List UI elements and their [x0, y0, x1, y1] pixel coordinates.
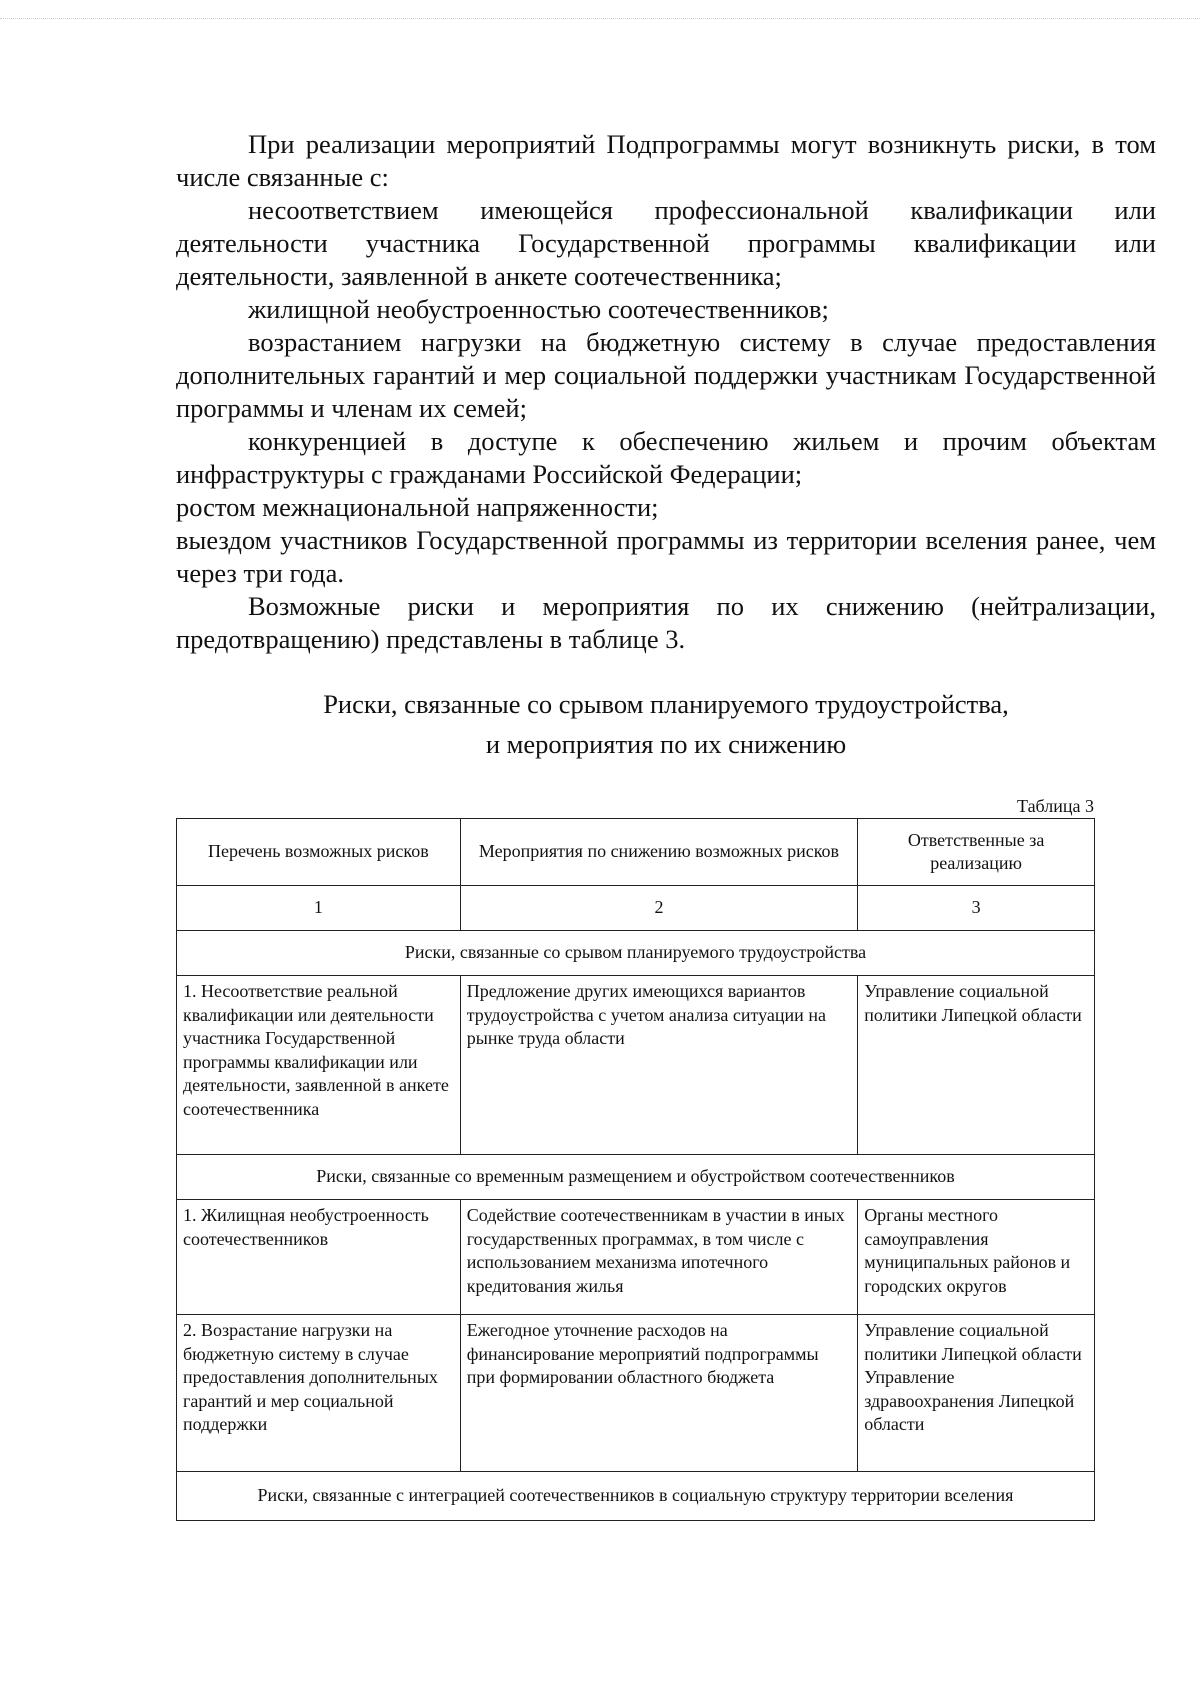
paragraph-risk-departure: выездом участников Государственной программы из территории вселения ранее, чем через три года. [176, 525, 1156, 588]
responsible-cell: Управление социальной политики Липецкой области [858, 976, 1095, 1155]
group-title: Риски, связанные с интеграцией соотечественников в социальную структуру территории вселения [177, 1472, 1095, 1521]
section-title-line-2: и мероприятия по их снижению [485, 729, 847, 759]
group-row-accommodation [177, 1155, 1095, 1200]
header-responsible: Ответственные за реализацию [858, 819, 1095, 886]
risks-table [176, 818, 1095, 1521]
page-top-edge [0, 18, 1200, 19]
body-text [176, 128, 1156, 656]
column-number-row [177, 886, 1095, 931]
paragraph-risk-housing: жилищной необустроенностью соотечественников; [248, 294, 829, 324]
table-header-row [177, 819, 1095, 886]
column-number: 3 [858, 886, 1095, 931]
paragraph-table-reference: Возможные риски и мероприятия по их снижению (нейтрализации, предотвращению) представлены в таблице 3. [176, 591, 1156, 654]
group-row-employment [177, 931, 1095, 976]
measure-cell: Содействие соотечественникам в участии в иных государственных программах, в том числе с использованием механизма ипотечного кредитования жилья [460, 1200, 857, 1315]
responsible-line: Управление социальной политики Липецкой области [864, 1320, 1082, 1364]
measure-cell: Ежегодное уточнение расходов на финансирование мероприятий подпрограммы при формировании областного бюджета [460, 1315, 857, 1472]
risk-cell: 1. Жилищная необустроенность соотечественников [177, 1200, 461, 1315]
group-title: Риски, связанные со временным размещением и обустройством соотечественников [177, 1155, 1095, 1200]
column-number: 2 [460, 886, 857, 931]
responsible-cell [858, 1315, 1095, 1472]
header-measures: Мероприятия по снижению возможных рисков [460, 819, 857, 886]
column-number: 1 [177, 886, 461, 931]
risk-cell: 1. Несоответствие реальной квалификации или деятельности участника Государственной программы квалификации или деятельности, заявленной в анкете соотечественника [177, 976, 461, 1155]
paragraph-risk-tension: ростом межнациональной напряженности; [176, 492, 659, 522]
section-title [176, 684, 1156, 764]
table-caption: Таблица 3 [1017, 796, 1094, 816]
paragraph-risk-budget: возрастанием нагрузки на бюджетную систему в случае предоставления дополнительных гарантий и мер социальной поддержки участникам Государственной программы и членам их семей; [176, 327, 1156, 423]
table-row [177, 976, 1095, 1155]
paragraph-intro: При реализации мероприятий Подпрограммы могут возникнуть риски, в том числе связанные с: [176, 129, 1156, 192]
responsible-cell: Органы местного самоуправления муниципальных районов и городских округов [858, 1200, 1095, 1315]
table-row [177, 1200, 1095, 1315]
table-row [177, 1315, 1095, 1472]
group-title: Риски, связанные со срывом планируемого трудоустройства [177, 931, 1095, 976]
risk-cell: 2. Возрастание нагрузки на бюджетную систему в случае предоставления дополнительных гарантий и мер социальной поддержки [177, 1315, 461, 1472]
header-risks: Перечень возможных рисков [177, 819, 461, 886]
responsible-line: Управление здравоохранения Липецкой области [864, 1367, 1075, 1434]
group-row-integration [177, 1472, 1095, 1521]
section-title-line-1: Риски, связанные со срывом планируемого трудоустройства, [323, 689, 1009, 719]
paragraph-risk-competition: конкуренцией в доступе к обеспечению жильем и прочим объектам инфраструктуры с гражданами Российской Федерации; [176, 426, 1156, 489]
measure-cell: Предложение других имеющихся вариантов трудоустройства с учетом анализа ситуации на рынке труда области [460, 976, 857, 1155]
paragraph-risk-qualification: несоответствием имеющейся профессиональной квалификации или деятельности участника Государственной программы квалификации или деятельности, заявленной в анкете соотечественника; [176, 195, 1156, 291]
